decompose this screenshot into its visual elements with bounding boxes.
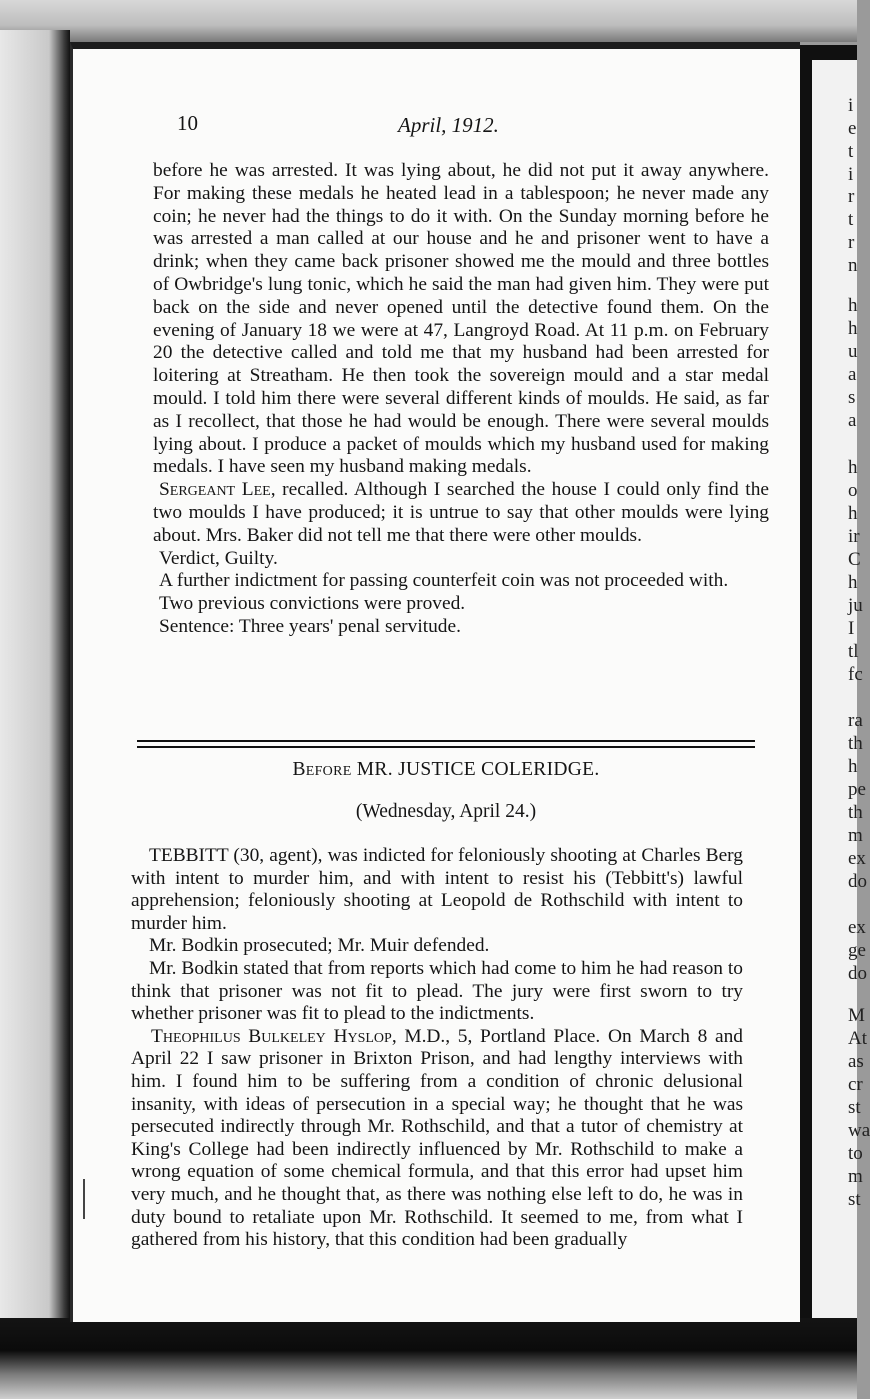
adjacent-page-fragment: pe xyxy=(848,779,866,800)
adjacent-page-fragment: do xyxy=(848,871,867,892)
adjacent-page-fragment: ex xyxy=(848,848,866,869)
adjacent-page-fragment: I xyxy=(848,618,855,639)
scan-bottom-band xyxy=(0,1318,857,1399)
adjacent-page-fragment: wa xyxy=(848,1120,870,1141)
document-page xyxy=(70,42,800,1322)
adjacent-page-fragment: th xyxy=(848,733,863,754)
adjacent-page-fragment: as xyxy=(848,1051,864,1072)
adjacent-page-fragment: tl xyxy=(848,641,859,662)
witness-name: Sergeant Lee xyxy=(159,479,271,501)
adjacent-page-fragment: ju xyxy=(848,595,863,616)
section-divider-top xyxy=(137,740,755,742)
convictions-line: Two previous convictions were proved. xyxy=(159,593,466,615)
adjacent-page-fragment: ir xyxy=(848,526,860,547)
adjacent-page-fragment: r xyxy=(848,232,855,253)
adjacent-page-fragment: e xyxy=(848,118,857,139)
testimony-paragraph: before he was arrested. It was lying about, he did not put it away anywhere. For making these medals he heated lead in a tablespoon; he never made any coin; he never had the things to do it with. On the Sunday morning before he was arrested a man called at our house and he and prisoner went to have a drink; when they came back prisoner showed me the mould and three bottles of Owbridge's lung tonic, which he said the man had given him. They were put back on the side and never opened until the detective found them. On the evening of January 18 we were at 47, Langroyd Road. At 11 p.m. on February 20 the detective called and told me that my husband had been arrested for loitering at Streatham. He then took the sovereign mould and a star medal mould. I told him there were several different kinds of moulds. He said, as far as I recollect, that those he had would be enough. There were several moulds lying about. I produce a packet of moulds which my husband used for making medals. I have seen my husband making medals. xyxy=(153,160,769,478)
adjacent-page-fragment: u xyxy=(848,341,858,362)
sentence-line: Sentence: Three years' penal servitude. xyxy=(159,615,461,637)
verdict-line: Verdict, Guilty. xyxy=(159,547,278,569)
adjacent-page-fragment: At xyxy=(848,1028,867,1049)
adjacent-page-fragment: m xyxy=(848,1166,863,1187)
section-two-text xyxy=(131,845,743,1252)
hyslop-paragraph xyxy=(131,1026,743,1252)
further-indictment-line: A further indictment for passing counterfeit coin was not proceeded with. xyxy=(159,570,729,592)
adjacent-page-fragment: cr xyxy=(848,1074,863,1095)
section-divider-bottom xyxy=(137,746,755,748)
margin-mark xyxy=(83,1179,85,1219)
scan-top-band xyxy=(0,0,857,42)
adjacent-page-fragment: a xyxy=(848,364,857,385)
adjacent-page-fragment: C xyxy=(848,549,861,570)
adjacent-page-fragment: h xyxy=(848,295,858,316)
adjacent-page-fragment: t xyxy=(848,209,854,230)
adjacent-page-fragment: a xyxy=(848,410,857,431)
adjacent-page-fragment: th xyxy=(848,802,863,823)
adjacent-page-fragment: r xyxy=(848,186,855,207)
adjacent-page-fragment: h xyxy=(848,503,858,524)
adjacent-page-fragment: i xyxy=(848,164,854,185)
section-one-text xyxy=(153,160,769,639)
court-date: (Wednesday, April 24.) xyxy=(355,801,537,822)
court-heading-main: MR. JUSTICE COLERIDGE. xyxy=(351,759,600,780)
adjacent-page-fragment: h xyxy=(848,318,858,339)
adjacent-page-fragment: ge xyxy=(848,940,866,961)
court-heading xyxy=(137,759,755,781)
adjacent-page-fragment: h xyxy=(848,756,858,777)
page-date xyxy=(398,113,499,138)
adjacent-page-fragment: ex xyxy=(848,917,866,938)
adjacent-page-fragment: o xyxy=(848,480,858,501)
hyslop-statement: , M.D., 5, Portland Place. On March 8 and April 22 I saw prisoner in Brixton Prison, and had lengthy interviews with him. I found him to be suffering from a condition of chronic delusional insanity, with ideas of persecution in a special way; he thought that he was persecuted indirectly through Mr. Rothschild, and that a tutor of chemistry at King's College had been indirectly influenced by Mr. Rothschild to make a wrong equation of some chemical formula, and that this error had upset him very much, and he thought that, as there was nothing else left to do, he was in duty bound to retaliate upon Mr. Rothschild. It seemed to me, from what I gathered from his history, that this condition had been gradually xyxy=(131,1025,743,1251)
adjacent-page-fragment: do xyxy=(848,963,867,984)
witness-statement: , recalled. Although I searched the house I could only find the two moulds I have produced; it is untrue to say that other moulds were lying about. Mrs. Baker did not tell me that there were other moulds. xyxy=(153,479,769,546)
adjacent-page-fragment: st xyxy=(848,1097,861,1118)
adjacent-page-fragment: s xyxy=(848,387,856,408)
adjacent-page-edge xyxy=(812,60,870,1320)
page-date-text: April, 1912. xyxy=(398,113,499,137)
adjacent-page-fragment: h xyxy=(848,457,858,478)
bodkin-statement: Mr. Bodkin stated that from reports which had come to him he had reason to think that prisoner was not fit to plead. The jury were first sworn to try whether prisoner was fit to plead to the indictments. xyxy=(131,957,743,1025)
witness-name-hyslop: Theophilus Bulkeley Hyslop xyxy=(151,1025,392,1047)
adjacent-page-fragment: M xyxy=(848,1005,865,1026)
court-heading-prefix: Before xyxy=(292,759,352,780)
adjacent-page-fragment: ra xyxy=(848,710,863,731)
sergeant-lee-paragraph xyxy=(153,479,769,547)
adjacent-page-fragment: to xyxy=(848,1143,863,1164)
adjacent-page-fragment: fc xyxy=(848,664,863,685)
adjacent-page-fragment: h xyxy=(848,572,858,593)
scan-left-edge xyxy=(0,30,70,1399)
page-number: 10 xyxy=(177,111,198,135)
counsel-line: Mr. Bodkin prosecuted; Mr. Muir defended. xyxy=(149,935,490,957)
adjacent-page-fragment: st xyxy=(848,1189,861,1210)
adjacent-page-fragment: i xyxy=(848,95,854,116)
adjacent-page-fragment: t xyxy=(848,141,854,162)
adjacent-page-fragment: m xyxy=(848,825,863,846)
adjacent-page-fragment: n xyxy=(848,255,858,276)
indictment-paragraph: TEBBITT (30, agent), was indicted for feloniously shooting at Charles Berg with intent to murder him, and with intent to resist his (Tebbitt's) lawful apprehension; feloniously shooting at Leopold de Rothschild with intent to murder him. xyxy=(131,845,743,934)
